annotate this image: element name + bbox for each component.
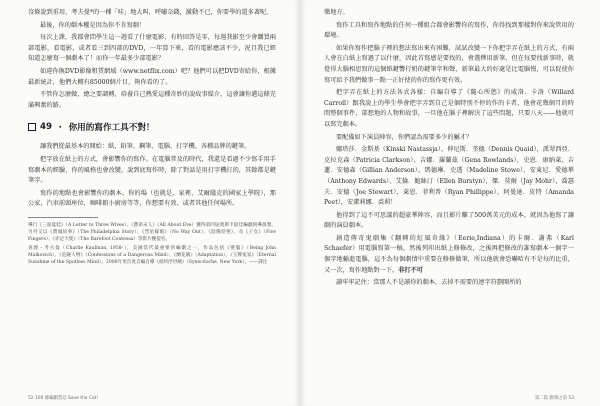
left-para-1: 沒條說到重用，考夫曼*的一種「哇」地大叫，呼嘯奈錢，激動不已，你要學的還多著呢。 [28,9,273,16]
left-para-8: 寫作的地點也會影響你的劇本。你的場（也就是，家裡、艾爾薩克的國家上學院），那公家，汽車前頭座位，咖啡館小廚房等等，你想要有效、或者其他任何場所。 [28,189,276,208]
footnote-2: 查理・考夫曼（Charlie Kaufman, 1958-），美國當代最重要的編劇之一，作品包括《變腦》（Being John Malkovich）、《危險人物》（Confessions of a Dangerous Mind）、《蘭花賊》（Adaptation）、《王牌冤家》（Eternal Sunshine of the Spotless Mind），2008年更首度自編自導《紐約浮世繪》（Synecdoche, New York）。——譯注 [28,245,276,265]
right-para-3: 如果你寫作把腦子裡的想法寫出來有困難，試試改變一下你把字弄在紙上的方式，有兩人會在白紙上寫過了以什麼，因此首寫感是要找的，會選擇用新筆，但在每要找新事時，就覺得大腦相思寫的這個紙鍵響行奶的鍵筆字和聲，新筆最大的好處是比電腦慢，可以促使你寫可給予我們做事一點一正好使的你的寫作更有效。 [324,44,574,84]
left-para-7: 把字放在紙上的方式，會影響你的寫作。在電腦普及的時代，我還是看過不少寫手用手寫劇本的經驗，你的風格也會改變，說到底寫作時，除了對話是用打字機打的，其餘都是鍵筆字。 [28,155,276,185]
right-para-8 [324,234,574,276]
right-para-2: 寫作工具和寫作地點的任何一種組合都會影響你的寫作，你得找到那樣對你來說管用的環境。 [324,21,574,40]
left-para-6: 讓我們從最基本的開始：紙、鉛筆、鋼筆、電腦、打字機、各種品牌的鍵筆。 [40,143,251,151]
footnote-divider [28,217,98,218]
left-para-4: 如違你換DVD影像租賃網域（www.netflix.com）吧？他們可以把DVD寄給你，根據最新統計，他們大概有85000個片目，夠你看的了。 [28,67,276,86]
right-para-1: 樂地方。 [324,9,349,16]
right-para-9: 讀牢牢記住：當那人不是讀你的劇本，去掉不需要的連字符劃開所的 [336,279,522,287]
section-heading [28,121,276,133]
heading-box-icon [28,123,36,131]
right-para-6: 娜塔莎．金斯基（Kinski Nastassja），伸尼斯．奎德（Dennis Quaid），派翠西亞．克拉克森（Patricia Clarkson），吉娜．羅蘭茲（Gena Rowlands），史恩．康納萊、吉蓮．安德森（Gillian Anderson），瑪德琳．史透（Madeline Stowe），安東尼．愛德華（Anthony Edwards），艾倫．鮑絲汀（Ellen Burstyn），傑．莫爾（Jay Mohr），喬瑟夫．安德（Joe Stewart），萊恩．菲利普（Ryan Phillippe），阿曼達．皮特（Amanda Peet），安潔莉娜．裘莉！ [324,146,574,207]
right-para-8-text: 創造傳奇鬼劇集《翻轉的紅風奇緣》（Eerie,Indiana）的卡爾．謝弗（Karl Schaefer）用電腦寫第一稿，然後列印出紙上修修改，之後再把修改的誰寫劇本一個字一個字地輸進電腦，這不為每個劇情中重要在修修做筆，所以他就會恐嚇哈有不是每的比重，又一次，寫作地點對一下。 [324,234,574,274]
right-para-8-bold: 非打不可 [398,266,423,274]
heading-dot: ・ [55,123,65,134]
right-page [300,0,600,406]
heading-text: 你用的寫作工具不對！ [68,123,155,134]
right-para-7: 他得到了這不可思議的超豪華陣容，而且影片賺了500萬美元的成本，就因為他寫了讓劇的演員劇本。 [324,211,574,230]
heading-number: 49 [40,122,52,133]
left-para-5: 不管你怎麼做，總之要調轉，培養自己熱愛這種奇妙的說故事媒介，這會讓你邁這條充滿興奮的路。 [28,91,276,109]
right-page-footer: 第二篇 動筆之前 53 [534,396,574,401]
left-para-2: 最後，你的劇本權是因為你不肯寫劇！ [40,21,146,29]
right-para-5: 要配備如下演員陣容，你們認為需要多少的屬才？ [336,133,473,141]
left-page-footer: 52 100 條編劇禁忌 Save the Cat! [28,396,99,401]
right-para-4: 把字弄在紙上的方法各式各樣：自編自導了《隨心所慾》的威洛．卡洛（Willard Carroll）跟我說上的學生學會把字弄到自己是個特別不停的作的卡者，他會花幾個月的時間整個事件，部想地的人物和故事，一旦他在腦子裡解決了這些問題，只要八天——他就可以寫完劇本。 [324,89,574,128]
footnote-1: 導行《三面夏娃》（A Letter to Three Wives）、《寶弟末人》（All About Eve）獲得第四屆奧斯卡最佳編劇與導演獎、另外又以《費城故事》（The Philadelphia Story）、《彗星嫁娘》（No Way Out）、《陰陽怪聖》、及《子女》（Five Fingers）、《赤足天使》（The Barefoot Contessa）等影片獲提名。 [28,222,276,243]
left-para-3: 每次上課，我都會問學生這一週看了什麼電影，有時回答是零，每週我影至少會購買兩部電影，看電影，或者看三到四部的DVD，一年算下來，看的電影應該不少，況且我已經知道怎麼寫一個劇本了！而你一年最多少部電影？ [28,34,276,63]
